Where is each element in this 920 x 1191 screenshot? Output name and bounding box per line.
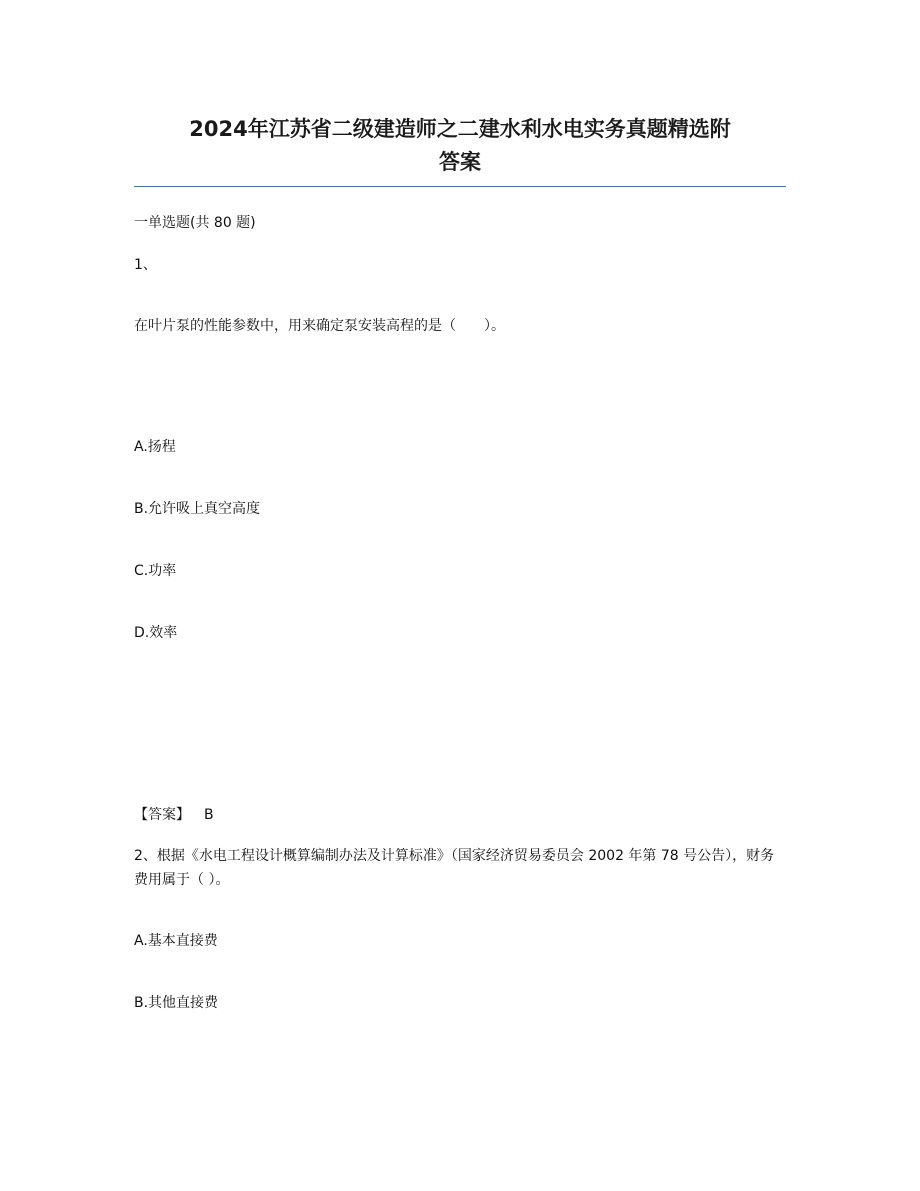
- document-title-line-1: 2024年江苏省二级建造师之二建水利水电实务真题精选附: [189, 117, 731, 141]
- document-title: [134, 113, 786, 179]
- title-divider: [134, 186, 786, 187]
- question-1-number: 1、: [134, 257, 157, 273]
- question-1-option-c: C.功率: [134, 563, 177, 579]
- question-2-option-b: B.其他直接费: [134, 995, 219, 1011]
- question-1-option-d: D.效率: [134, 625, 178, 641]
- answer-label: 【答案】: [134, 807, 190, 823]
- question-2-text: 2、根据《水电工程设计概算编制办法及计算标准》（国家经济贸易委员会 2002 年第 78 号公告），财务费用属于（ ）。: [134, 848, 775, 888]
- document-title-line-2: 答案: [439, 150, 481, 174]
- answer-value: B: [204, 807, 214, 823]
- question-1-text: 在叶片泵的性能参数中，用来确定泵安装高程的是（ ）。: [134, 318, 505, 334]
- section-label: 一单选题(共 80 题): [134, 215, 256, 231]
- question-1-option-a: A.扬程: [134, 439, 176, 455]
- question-1-answer: [134, 805, 214, 825]
- question-1-option-b: B.允许吸上真空高度: [134, 501, 261, 517]
- question-2-option-a: A.基本直接费: [134, 933, 218, 949]
